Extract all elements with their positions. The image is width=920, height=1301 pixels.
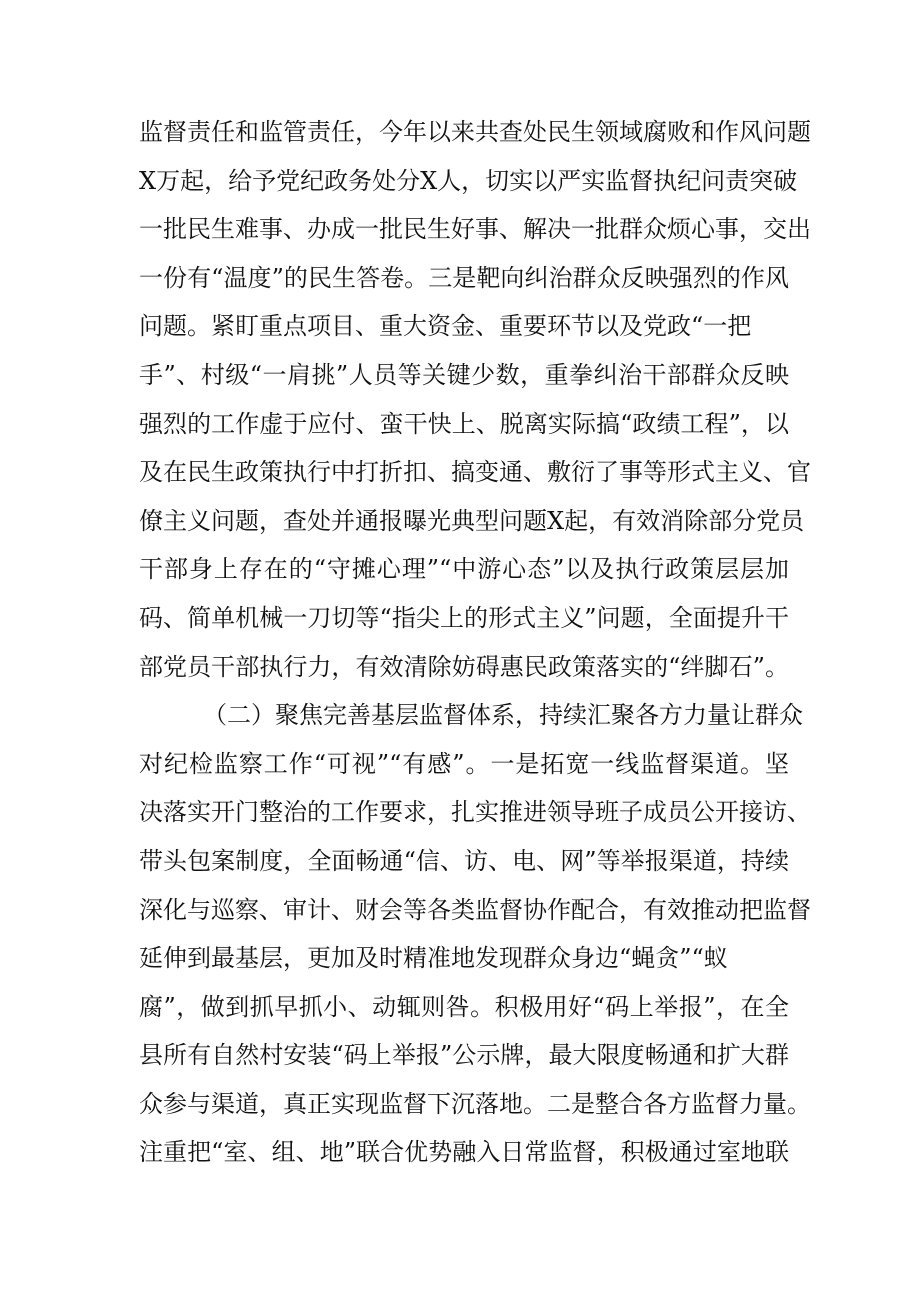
text-line: 延伸到最基层，更加及时精准地发现群众身边“蝇贪”“蚁 bbox=[139, 944, 728, 973]
text-line: 注重把“室、组、地”联合优势融入日常监督，积极通过室地联 bbox=[139, 1138, 789, 1167]
text-line: 干部身上存在的“守摊心理”“中游心态”以及执行政策层层加 bbox=[139, 555, 789, 584]
text-line: 带头包案制度，全面畅通“信、访、电、网”等举报渠道，持续 bbox=[139, 846, 789, 875]
text-line: 县所有自然村安装“码上举报”公示牌，最大限度畅通和扩大群 bbox=[139, 1041, 789, 1070]
text-line: 僚主义问题，查处并通报曝光典型问题X起，有效消除部分党员 bbox=[139, 506, 805, 535]
text-line: 码、简单机械一刀切等“指尖上的形式主义”问题，全面提升干 bbox=[139, 603, 789, 632]
text-line: 决落实开门整治的工作要求，扎实推进领导班子成员公开接访、 bbox=[139, 798, 811, 827]
text-line: 腐”，做到抓早抓小、动辄则咎。积极用好“码上举报”，在全 bbox=[139, 992, 789, 1021]
text-line: 及在民生政策执行中打折扣、搞变通、敷衍了事等形式主义、官 bbox=[139, 458, 811, 487]
text-line: 强烈的工作虚于应付、蛮干快上、脱离实际搞“政绩工程”，以 bbox=[139, 409, 789, 438]
text-line: 问题。紧盯重点项目、重大资金、重要环节以及党政“一把 bbox=[139, 312, 752, 341]
text-line: 监督责任和监管责任，今年以来共查处民生领域腐败和作风问题 bbox=[139, 118, 811, 146]
document-body bbox=[139, 108, 811, 1177]
text-line: 部党员干部执行力，有效清除妨碍惠民政策落实的“绊脚石”。 bbox=[139, 652, 789, 681]
text-line: 众参与渠道，真正实现监督下沉落地。二是整合各方监督力量。 bbox=[139, 1089, 811, 1118]
text-line: 深化与巡察、审计、财会等各类监督协作配合，有效推动把监督 bbox=[139, 895, 811, 924]
text-line: （二）聚焦完善基层监督体系，持续汇聚各方力量让群众 bbox=[203, 701, 803, 730]
text-line: 一批民生难事、办成一批民生好事、解决一批群众烦心事，交出 bbox=[139, 215, 811, 244]
text-line: 对纪检监察工作“可视”“有感”。一是拓宽一线监督渠道。坚 bbox=[139, 749, 789, 778]
text-line: 手”、村级“一肩挑”人员等关键少数，重拳纠治干部群众反映 bbox=[139, 360, 789, 389]
text-line: 一份有“温度”的民生答卷。三是靶向纠治群众反映强烈的作风 bbox=[139, 263, 789, 292]
text-line: X万起，给予党纪政务处分X人，切实以严实监督执纪问责突破 bbox=[139, 166, 798, 195]
